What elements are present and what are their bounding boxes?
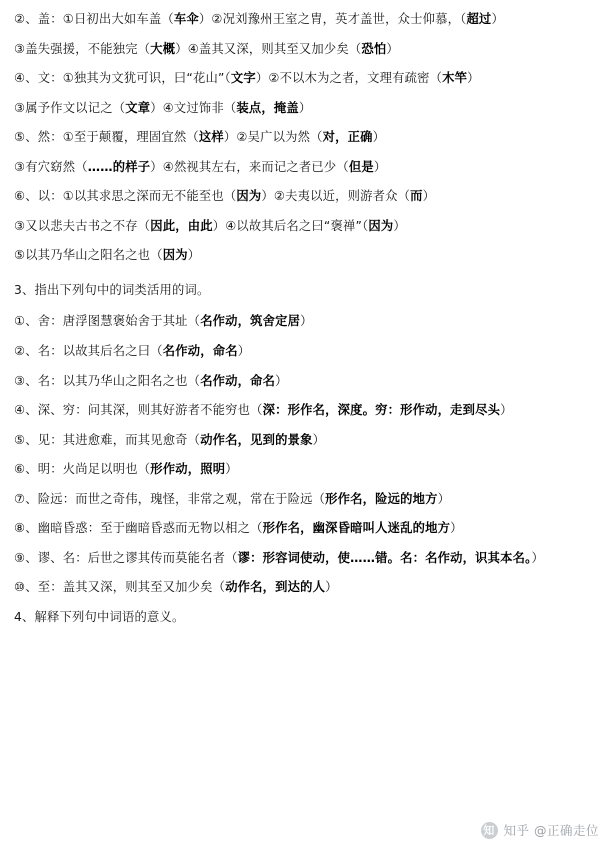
line-text: 3、指出下列句中的词类活用的词。: [14, 283, 210, 298]
answer-annotation: 形作名，险远的地方: [325, 491, 438, 506]
line-text: ）: [467, 71, 480, 86]
line-text: ③盖失强援，不能独完（: [14, 41, 151, 56]
line-text: ）: [386, 41, 399, 56]
answer-annotation: 形作名，幽深昏暗叫人迷乱的地方: [262, 521, 451, 536]
document-line: [14, 401, 599, 420]
line-text: ）②况刘豫州王室之胄，英才盖世，众士仰慕，（: [198, 12, 467, 26]
answer-annotation: 动作名，到达的人: [225, 580, 326, 595]
line-text: ）②夫夷以近，则游者众（: [261, 189, 411, 204]
answer-annotation: 名作动，命名: [200, 373, 276, 388]
document-line: [14, 128, 599, 147]
answer-annotation: 文章: [125, 100, 151, 115]
line-text: ）: [237, 344, 251, 359]
line-text: ③属予作文以记之（: [14, 100, 126, 115]
line-text: ⑧、幽暗昏惑：至于幽暗昏惑而无物以相之（: [14, 521, 263, 536]
answer-annotation: 但是: [348, 159, 374, 174]
answer-annotation: 谬：形容词使动，使……错。名：名作动，识其本名。: [237, 550, 532, 565]
document-line: [14, 187, 599, 206]
line-text: ⑥、明：火尚足以明也（: [14, 462, 151, 477]
document-line: [14, 40, 599, 59]
document-line: [14, 519, 599, 538]
answer-annotation: 深：形作名，深度。穷：形作动，走到尽头: [262, 403, 501, 418]
answer-annotation: 形作动，照明: [150, 462, 226, 477]
line-text: ）④然视其左右，来而记之者已少（: [150, 159, 349, 174]
answer-annotation: 名作动，筑舍定居: [200, 314, 301, 329]
section-heading: [14, 608, 599, 627]
answer-annotation: 因为: [162, 248, 188, 263]
line-text: ）: [298, 100, 312, 115]
answer-annotation: ……的样子: [87, 159, 151, 174]
answer-annotation: 木竿: [442, 71, 468, 86]
line-text: ④、深、穷：问其深，则其好游者不能穷也（: [14, 403, 263, 418]
document-line: [14, 490, 599, 509]
line-text: ）②不以木为之者，文理有疏密（: [255, 71, 443, 86]
answer-annotation: 这样: [198, 130, 224, 145]
line-text: ）: [300, 314, 313, 329]
line-text: ④、文：①独其为文犹可识，曰“花山”（: [14, 71, 231, 86]
line-text: ③又以悲夫古书之不存（: [14, 218, 151, 233]
watermark: [481, 821, 599, 839]
answer-annotation: 而: [410, 189, 423, 204]
line-text: ⑩、至：盖其又深，则其至又加少矣（: [14, 580, 226, 595]
answer-annotation: 超过: [466, 12, 492, 26]
document-line: [14, 158, 599, 177]
line-text: 4、解释下列句中词语的意义。: [14, 609, 185, 624]
line-text: ）: [225, 462, 238, 477]
answer-annotation: 大概: [150, 41, 176, 56]
document-line: [14, 10, 599, 29]
answer-annotation: 对，正确: [322, 130, 373, 145]
answer-annotation: 名作动，命名: [162, 344, 238, 359]
line-text: ②、名：以故其后名之曰（: [14, 344, 163, 359]
answer-annotation: 因此，由此: [150, 218, 213, 233]
line-text: ）: [422, 189, 436, 204]
document-line: [14, 99, 599, 118]
answer-annotation: 车伞: [173, 12, 199, 26]
line-text: ）: [437, 491, 451, 506]
section-heading: [14, 281, 599, 300]
line-text: ）: [275, 373, 288, 388]
line-text: ③有穴窈然（: [14, 159, 88, 174]
line-text: ）④盖其又深，则其至又加少矣（: [175, 41, 362, 56]
line-text: ）: [500, 403, 513, 418]
answer-annotation: 文字: [230, 71, 256, 86]
line-text: ⑤、见：其进愈难，而其见愈奇（: [14, 432, 201, 447]
document-content: [14, 10, 599, 627]
line-text: ⑦、险远：而世之奇伟，瑰怪，非常之观，常在于险远（: [14, 491, 326, 506]
document-line: [14, 246, 599, 265]
line-text: ⑤、然：①至于颠覆，理固宜然（: [14, 130, 199, 145]
answer-annotation: 装点，掩盖: [236, 100, 299, 115]
line-text: ）: [393, 218, 406, 233]
document-line: [14, 69, 599, 88]
line-text: ）④文过饰非（: [150, 100, 237, 115]
answer-annotation: 动作名，见到的景象: [200, 432, 313, 447]
document-line: [14, 578, 599, 597]
line-text: ⑨、谬、名：后世之谬其传而莫能名者（: [14, 550, 238, 565]
line-text: ）: [372, 130, 386, 145]
line-text: ③、名：以其乃华山之阳名之也（: [14, 373, 201, 388]
line-text: ①、舍：唐浮图慧褒始舍于其址（: [14, 314, 201, 329]
zhihu-logo-icon: 知: [481, 822, 498, 839]
line-text: ⑥、以：①以其求思之深而无不能至也（: [14, 189, 237, 204]
line-text: ）: [373, 159, 387, 174]
line-text: ②、盖：①日初出大如车盖（: [14, 12, 174, 26]
document-line: [14, 372, 599, 391]
line-text: ）: [491, 12, 504, 26]
line-text: ）: [187, 248, 201, 263]
answer-annotation: 恐怕: [361, 41, 387, 56]
line-text: ）④以故其后名之曰“褒禅”（: [212, 218, 369, 233]
watermark-text: 知乎 @正确走位: [503, 823, 599, 838]
document-line: [14, 312, 599, 331]
document-line: [14, 342, 599, 361]
answer-annotation: 因为: [368, 218, 394, 233]
line-text: ）: [312, 432, 326, 447]
answer-annotation: 因为: [236, 189, 262, 204]
line-text: ）: [450, 521, 463, 536]
document-line: [14, 217, 599, 236]
line-text: ）②吴广以为然（: [223, 130, 323, 145]
document-line: [14, 460, 599, 479]
document-line: [14, 431, 599, 450]
line-text: ⑤以其乃华山之阳名之也（: [14, 248, 163, 263]
line-text: ）: [531, 550, 544, 565]
line-text: ）: [325, 580, 338, 595]
document-line: [14, 549, 599, 568]
